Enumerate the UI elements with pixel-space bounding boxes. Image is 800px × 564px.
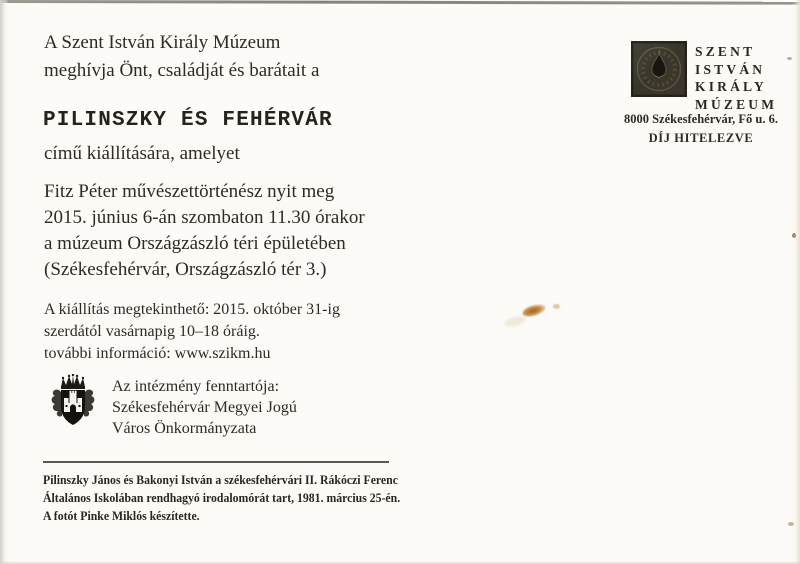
maintainer-line-3: Város Önkormányzata [112, 420, 257, 437]
opening-line-1: Fitz Péter művészettörténész nyit meg [44, 181, 335, 202]
paper-speck [788, 522, 794, 526]
opening-line-4: (Székesfehérvár, Országzászló tér 3.) [44, 259, 327, 280]
card-right-edge [792, 0, 800, 564]
museum-seal-icon [631, 41, 687, 97]
opening-details [44, 179, 365, 283]
intro-line-2: meghívja Önt, családját és barátait a [44, 60, 320, 81]
caption-divider [43, 461, 389, 463]
opening-line-3: a múzeum Országzászló téri épületében [44, 233, 346, 254]
intro-text [44, 29, 319, 85]
museum-name-line-1: SZENT [695, 44, 756, 59]
further-info: további információ: www.szikm.hu [44, 345, 271, 362]
viewing-line-1: A kiállítás megtekinthető: 2015. október 31-ig [44, 301, 340, 318]
maintainer-text [112, 376, 297, 439]
postage-mark: DÍJ HITELEZVE [648, 131, 754, 145]
paper-stain-dot [553, 304, 560, 309]
szekesfehervar-coat-of-arms-icon [49, 374, 97, 428]
intro-line-1: A Szent István Király Múzeum [44, 32, 281, 53]
exhibition-title: PILINSZKY ÉS FEHÉRVÁR [43, 109, 333, 132]
museum-name [695, 43, 777, 113]
paper-speck [792, 233, 796, 238]
museum-name-line-3: KIRÁLY [695, 79, 767, 95]
museum-name-line-4: MÚZEUM [695, 96, 778, 112]
caption-line-1: Pilinszky János és Bakonyi István a székesfehérvári II. Rákóczi Ferenc [43, 473, 398, 487]
maintainer-label: Az intézmény fenntartója: [112, 378, 280, 395]
opening-line-2: 2015. június 6-án szombaton 11.30 órakor [44, 207, 365, 228]
museum-name-line-2: ISTVÁN [695, 61, 766, 77]
photo-caption [43, 471, 400, 525]
exhibition-subtitle: című kiállítására, amelyet [44, 143, 240, 164]
viewing-line-2: szerdától vasárnapig 10–18 óráig. [44, 323, 260, 340]
card-top-edge [0, 0, 800, 4]
caption-line-3: A fotót Pinke Miklós készítette. [43, 509, 200, 523]
paper-stain-smudge [503, 314, 527, 328]
maintainer-line-2: Székesfehérvár Megyei Jogú [112, 399, 297, 416]
card-left-edge [0, 0, 9, 564]
viewing-hours [44, 299, 340, 343]
paper-speck [787, 57, 792, 60]
caption-line-2: Általános Iskolában rendhagyó irodalomórát tart, 1981. március 25-én. [43, 491, 401, 505]
museum-address: 8000 Székesfehérvár, Fő u. 6. [623, 112, 779, 126]
